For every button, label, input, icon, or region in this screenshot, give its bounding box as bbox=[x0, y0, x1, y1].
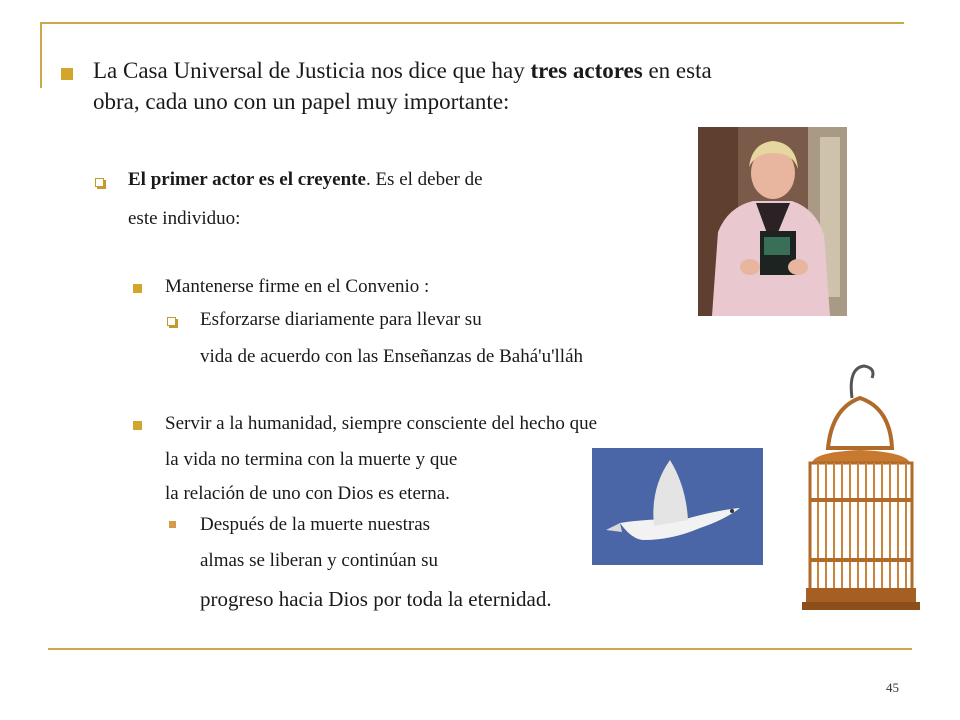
small-bullet-square bbox=[169, 521, 176, 528]
bottom-rule bbox=[48, 648, 912, 650]
intro-bold-phrase: tres actores bbox=[530, 58, 643, 83]
woman-photo bbox=[698, 127, 847, 316]
point2-line-3: la relación de uno con Dios es eterna. bbox=[165, 483, 450, 504]
point2-line-1: Servir a la humanidad, siempre consciente del hecho que bbox=[165, 413, 598, 434]
birdcage-photo bbox=[792, 358, 927, 616]
point2-line-2: la vida no termina con la muerte y que bbox=[165, 449, 458, 470]
bullet-square bbox=[61, 68, 73, 80]
actor1-line-2: este individuo: bbox=[128, 208, 241, 229]
point1-sub-line-2: vida de acuerdo con las Enseñanzas de Bahá'u'lláh bbox=[200, 346, 583, 367]
point1-sub-line-1: Esforzarse diariamente para llevar su bbox=[200, 309, 482, 330]
checkbox-bullet-icon bbox=[167, 317, 176, 326]
actor1-line-1: El primer actor es el creyente. Es el deber de bbox=[128, 169, 483, 190]
point2-sub-line-2: almas se liberan y continúan su bbox=[200, 550, 438, 571]
bullet-square bbox=[133, 421, 142, 430]
page-number: 45 bbox=[886, 680, 899, 695]
bullet-square bbox=[133, 284, 142, 293]
left-rule bbox=[40, 22, 42, 88]
checkbox-bullet-icon bbox=[95, 178, 104, 187]
intro-line-2: obra, cada uno con un papel muy importante: bbox=[93, 89, 510, 114]
top-rule bbox=[40, 22, 904, 24]
dove-photo bbox=[592, 448, 763, 565]
intro-line-1: La Casa Universal de Justicia nos dice que hay tres actores en esta bbox=[93, 58, 712, 83]
point1-text: Mantenerse firme en el Convenio : bbox=[165, 276, 430, 297]
point2-sub-line-1: Después de la muerte nuestras bbox=[200, 514, 431, 535]
point2-sub-line-3: progreso hacia Dios por toda la eternidad. bbox=[200, 587, 552, 611]
